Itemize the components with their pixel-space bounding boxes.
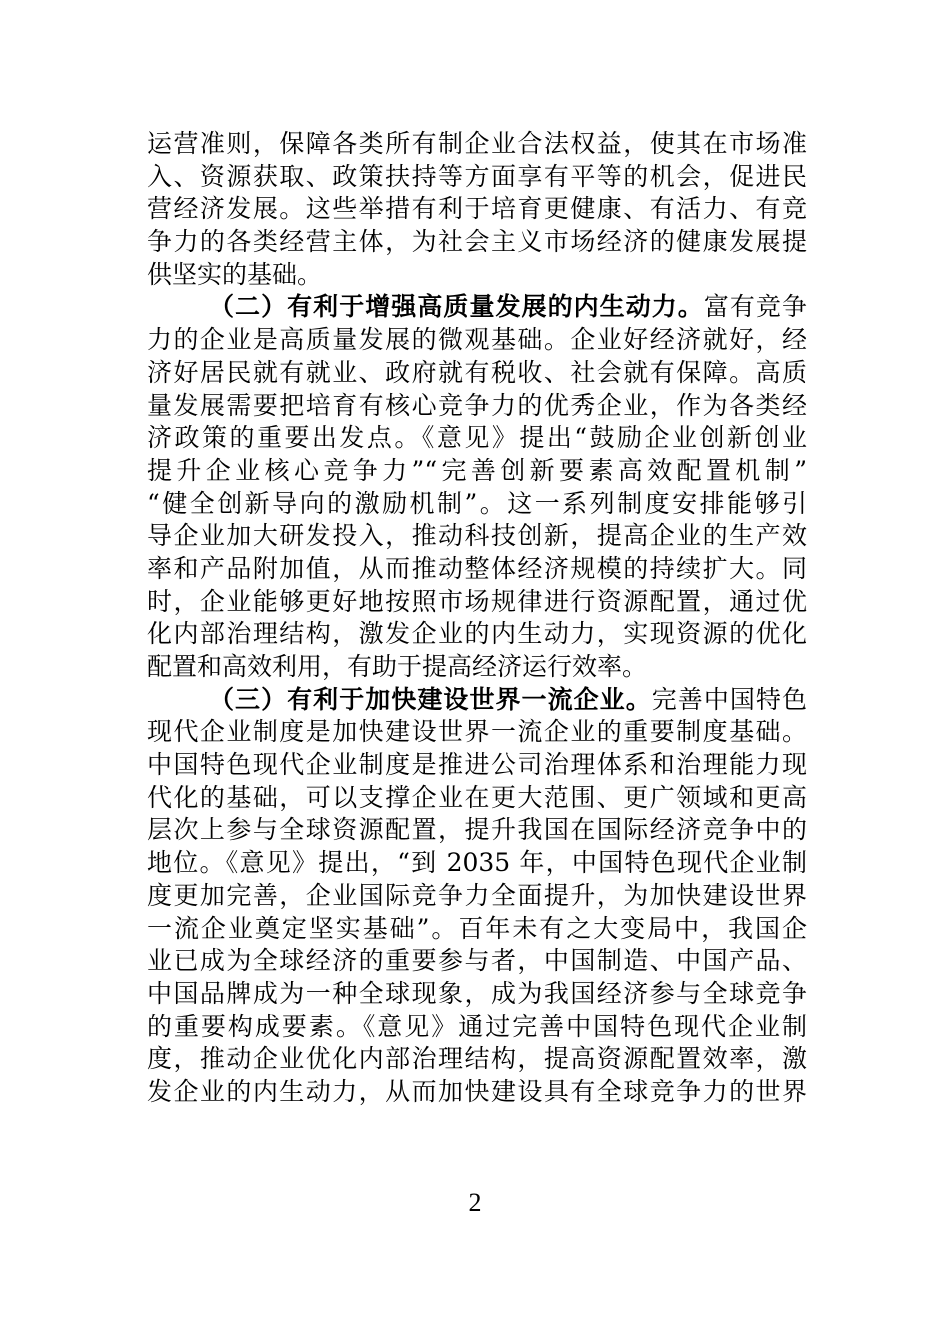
line-text: 完善中国特色: [651, 684, 807, 714]
text-line: [147, 128, 807, 161]
line-text: 现代企业制度是加快建设世界一流企业的重要制度基础。: [147, 717, 807, 747]
text-line: [147, 161, 807, 194]
section-heading-line: [147, 291, 807, 324]
line-text: 度，推动企业优化内部治理结构，提高资源配置效率，激: [147, 1044, 807, 1074]
text-line: [147, 749, 807, 782]
text-line: [147, 847, 807, 880]
text-line: [147, 259, 807, 292]
text-line: [147, 1043, 807, 1076]
line-text: 提升企业核心竞争力”“完善创新要素高效配置机制”: [147, 455, 807, 485]
line-text: 中国品牌成为一种全球现象，成为我国经济参与全球竞争: [147, 978, 807, 1008]
line-text: 代化的基础，可以支撑企业在更大范围、更广领域和更高: [147, 782, 807, 812]
line-text: 争力的各类经营主体，为社会主义市场经济的健康发展提: [147, 227, 807, 257]
text-line: [147, 978, 807, 1011]
section-heading: （二）有利于增强高质量发展的内生动力。: [209, 292, 704, 322]
section-heading: （三）有利于加快建设世界一流企业。: [209, 684, 652, 714]
line-text: 力的企业是高质量发展的微观基础。企业好经济就好，经: [147, 325, 807, 355]
text-line: [147, 586, 807, 619]
line-text: 化内部治理结构，激发企业的内生动力，实现资源的优化: [147, 619, 807, 649]
line-text: 运营准则，保障各类所有制企业合法权益，使其在市场准: [147, 129, 807, 158]
line-text: 济政策的重要出发点。《意见》提出“鼓励企业创新创业: [147, 423, 807, 453]
line-text: 业已成为全球经济的重要参与者，中国制造、中国产品、: [147, 946, 807, 976]
text-line: [147, 716, 807, 749]
line-text: “健全创新导向的激励机制”。这一系列制度安排能够引: [147, 488, 807, 518]
line-text: 营经济发展。这些举措有利于培育更健康、有活力、有竞: [147, 194, 807, 224]
text-line: [147, 913, 807, 946]
text-line: [147, 520, 807, 553]
text-line: [147, 324, 807, 357]
text-line: [147, 390, 807, 423]
text-line: [147, 455, 807, 488]
line-text: 富有竞争: [703, 292, 807, 322]
text-line: [147, 945, 807, 978]
line-text: 地位。《意见》提出，“到 2035 年，中国特色现代企业制: [147, 848, 807, 878]
line-text: 中国特色现代企业制度是推进公司治理体系和治理能力现: [147, 750, 807, 780]
text-line: [147, 226, 807, 259]
line-text: 配置和高效利用，有助于提高经济运行效率。: [147, 652, 648, 681]
line-text: 供坚实的基础。: [147, 259, 323, 289]
text-line: [147, 618, 807, 651]
line-text: 导企业加大研发投入，推动科技创新，提高企业的生产效: [147, 521, 807, 551]
line-text: 济好居民就有就业、政府就有税收、社会就有保障。高质: [147, 357, 807, 387]
text-line: [147, 1076, 807, 1109]
text-line: [147, 193, 807, 226]
text-line: [147, 782, 807, 815]
text-line: [147, 422, 807, 455]
line-text: 度更加完善，企业国际竞争力全面提升，为加快建设世界: [147, 880, 807, 910]
text-line: [147, 880, 807, 913]
line-text: 一流企业奠定坚实基础”。百年未有之大变局中，我国企: [147, 913, 807, 943]
text-line: [147, 651, 807, 684]
page-number: 2: [468, 1188, 482, 1217]
text-line: [147, 553, 807, 586]
text-line: [147, 814, 807, 847]
text-line: [147, 488, 807, 521]
line-text: 量发展需要把培育有核心竞争力的优秀企业，作为各类经: [147, 390, 807, 420]
line-text: 发企业的内生动力，从而加快建设具有全球竞争力的世界: [147, 1076, 807, 1106]
line-text: 率和产品附加值，从而推动整体经济规模的持续扩大。同: [147, 553, 807, 583]
line-text: 时，企业能够更好地按照市场规律进行资源配置，通过优: [147, 586, 807, 616]
text-line: [147, 357, 807, 390]
text-line: [147, 1011, 807, 1044]
section-heading-line: [147, 684, 807, 717]
line-text: 入、资源获取、政策扶持等方面享有平等的机会，促进民: [147, 161, 807, 191]
line-text: 层次上参与全球资源配置，提升我国在国际经济竞争中的: [147, 815, 807, 845]
body-text: [147, 128, 807, 1109]
line-text: 的重要构成要素。《意见》通过完善中国特色现代企业制: [147, 1011, 807, 1041]
